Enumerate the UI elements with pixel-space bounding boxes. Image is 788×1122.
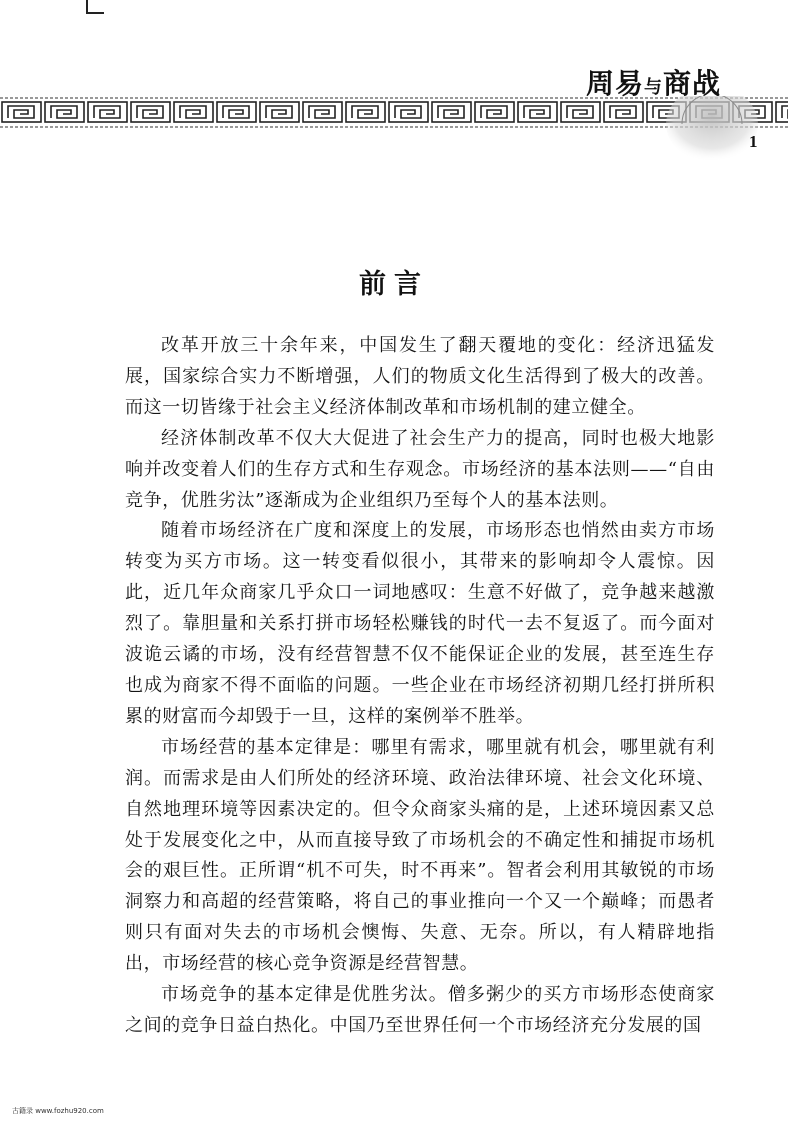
taiji-seal-decoration bbox=[662, 96, 762, 166]
paragraph: 随着市场经济在广度和深度上的发展，市场形态也悄然由卖方市场转变为买方市场。这一转变看似很小，其带来的影响却令人震惊。因此，近几年众商家几乎众口一词地感叹：生意不好做了，竞争越来越激烈了。靠胆量和关系打拼市场轻松赚钱的时代一去不复返了。而今面对波诡云谲的市场，没有经营智慧不仅不能保证企业的发展，甚至连生存也成为商家不得不面临的问题。一些企业在市场经济初期几经打拼所积累的财富而今却毁于一旦，这样的案例举不胜举。 bbox=[125, 520, 715, 727]
book-title-part-1: 周易 bbox=[586, 67, 645, 100]
paragraph: 改革开放三十余年来，中国发生了翻天覆地的变化：经济迅猛发展，国家综合实力不断增强，人们的物质文化生活得到了极大的改善。而这一切皆缘于社会主义经济体制改革和市场机制的建立健全。 bbox=[125, 335, 715, 418]
chapter-title: 前言 bbox=[359, 269, 429, 300]
book-title-connector: 与 bbox=[644, 77, 664, 98]
top-left-corner-mark bbox=[86, 0, 104, 14]
paragraph: 市场经营的基本定律是：哪里有需求，哪里就有机会，哪里就有利润。而需求是由人们所处的经济环境、政治法律环境、社会文化环境、自然地理环境等因素决定的。但令众商家头痛的是，上述环境因素又总处于发展变化之中，从而直接导致了市场机会的不确定性和捕捉市场机会的艰巨性。正所谓“机不可失，时不再来”。智者会利用其敏锐的市场洞察力和高超的经营策略，将自己的事业推向一个又一个巅峰；而愚者则只有面对失去的市场机会懊悔、失意、无奈。所以，有人精辟地指出，市场经营的核心竞争资源是经营智慧。 bbox=[125, 736, 715, 975]
book-title bbox=[586, 62, 756, 102]
paragraph: 经济体制改革不仅大大促进了社会生产力的提高，同时也极大地影响并改变着人们的生存方式和生存观念。市场经济的基本法则——“自由竞争，优胜劣汰”逐渐成为企业组织乃至每个人的基本法则。 bbox=[125, 427, 715, 511]
paragraph: 市场竞争的基本定律是优胜劣汰。僧多粥少的买方市场形态使商家之间的竞争日益白热化。中国乃至世界任何一个市场经济充分发展的国 bbox=[125, 984, 715, 1036]
preface-body bbox=[125, 331, 715, 1042]
source-watermark: 古籍录 www.fozhu920.com bbox=[12, 1107, 104, 1115]
book-title-part-2: 商战 bbox=[663, 67, 722, 100]
page-number: 1 bbox=[749, 132, 758, 151]
